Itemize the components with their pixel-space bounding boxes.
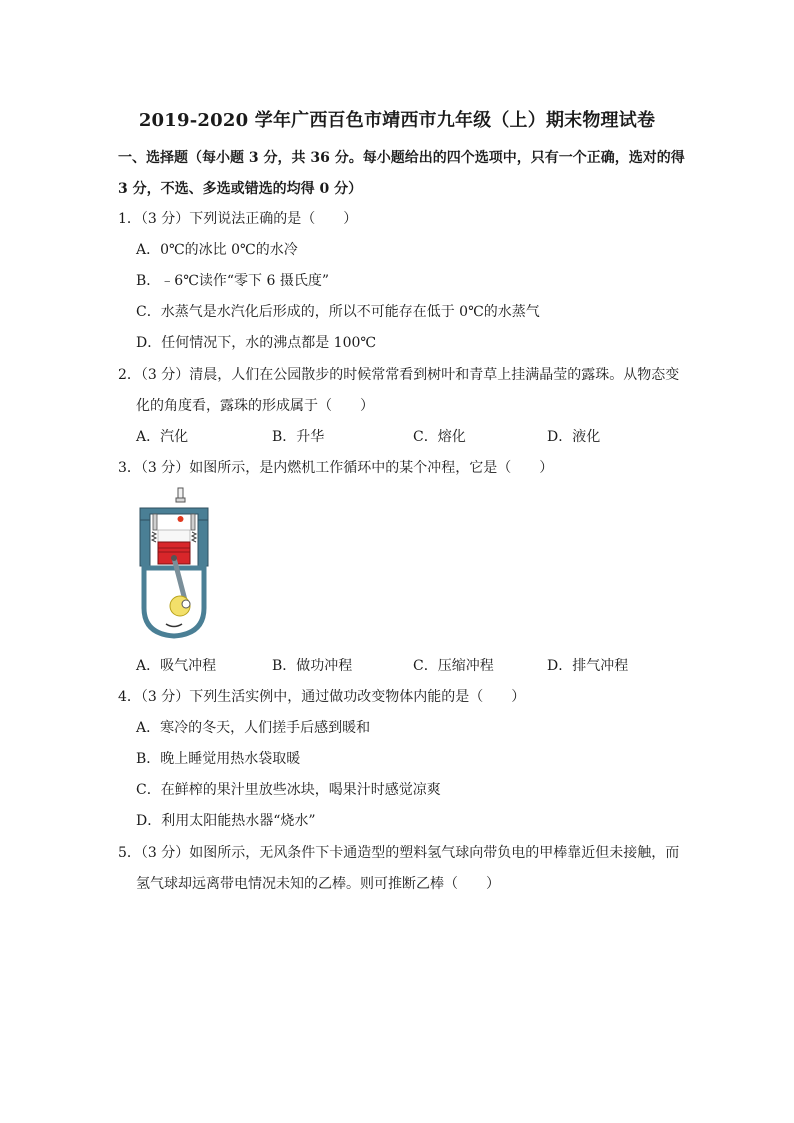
q4-option-d: D．利用太阳能热水器“烧水” — [136, 813, 316, 829]
q2-option-c: C．熔化 — [413, 429, 466, 445]
q5-stem-line-2: 氢气球却远离带电情况未知的乙棒。则可推断乙棒（ ） — [136, 876, 500, 892]
q5-stem-line-1: 5．（3 分）如图所示，无风条件下卡通造型的塑料氢气球向带负电的甲棒靠近但未接触，而 — [118, 845, 680, 861]
cylinder-head — [140, 508, 208, 520]
q2-options-row — [136, 428, 676, 446]
q3-option-d: D．排气冲程 — [547, 658, 629, 674]
q1-option-b: B．﹣6℃读作“零下 6 摄氏度” — [136, 273, 329, 289]
q3-option-c: C．压缩冲程 — [413, 658, 494, 674]
q2-stem-line-2: 化的角度看，露珠的形成属于（ ） — [136, 398, 374, 414]
q4-option-b: B．晚上睡觉用热水袋取暖 — [136, 751, 301, 767]
q2-option-d: D．液化 — [547, 429, 601, 445]
q3-stem: 3．（3 分）如图所示，是内燃机工作循环中的某个冲程，它是（ ） — [118, 460, 554, 476]
exam-title: 2019-2020 学年广西百色市靖西市九年级（上）期末物理试卷 — [138, 110, 656, 131]
q3-option-b: B．做功冲程 — [272, 658, 353, 674]
section-heading-line-1: 一、选择题（每小题 3 分，共 36 分。每小题给出的四个选项中，只有一个正确，选对的得 — [118, 150, 685, 166]
spark-icon — [178, 516, 184, 522]
q4-option-c: C．在鲜榨的果汁里放些冰块，喝果汁时感觉凉爽 — [136, 782, 441, 798]
q4-option-a: A．寒冷的冬天，人们搓手后感到暖和 — [136, 720, 371, 736]
engine-stroke-figure — [136, 486, 212, 640]
q2-option-b: B．升华 — [272, 429, 325, 445]
q4-stem: 4．（3 分）下列生活实例中，通过做功改变物体内能的是（ ） — [118, 689, 526, 705]
spark-plug-icon — [178, 488, 183, 498]
cylinder-wall-right — [198, 520, 208, 566]
q1-option-a: A．0℃的冰比 0℃的水冷 — [136, 242, 298, 258]
q2-option-a: A．汽化 — [136, 429, 189, 445]
exhaust-valve — [191, 514, 195, 530]
q1-option-c: C．水蒸气是水汽化后形成的，所以不可能存在低于 0℃的水蒸气 — [136, 304, 540, 320]
intake-valve — [153, 514, 157, 530]
q3-options-row — [136, 657, 676, 675]
q1-stem: 1．（3 分）下列说法正确的是（ ） — [118, 211, 358, 227]
section-heading-line-2: 3 分，不选、多选或错选的均得 0 分） — [118, 181, 363, 197]
q3-option-a: A．吸气冲程 — [136, 658, 217, 674]
q2-stem-line-1: 2．（3 分）清晨，人们在公园散步的时候常常看到树叶和青草上挂满晶莹的露珠。从物态变 — [118, 367, 680, 383]
cylinder-wall-left — [140, 520, 150, 566]
q1-option-d: D．任何情况下，水的沸点都是 100℃ — [136, 335, 377, 351]
